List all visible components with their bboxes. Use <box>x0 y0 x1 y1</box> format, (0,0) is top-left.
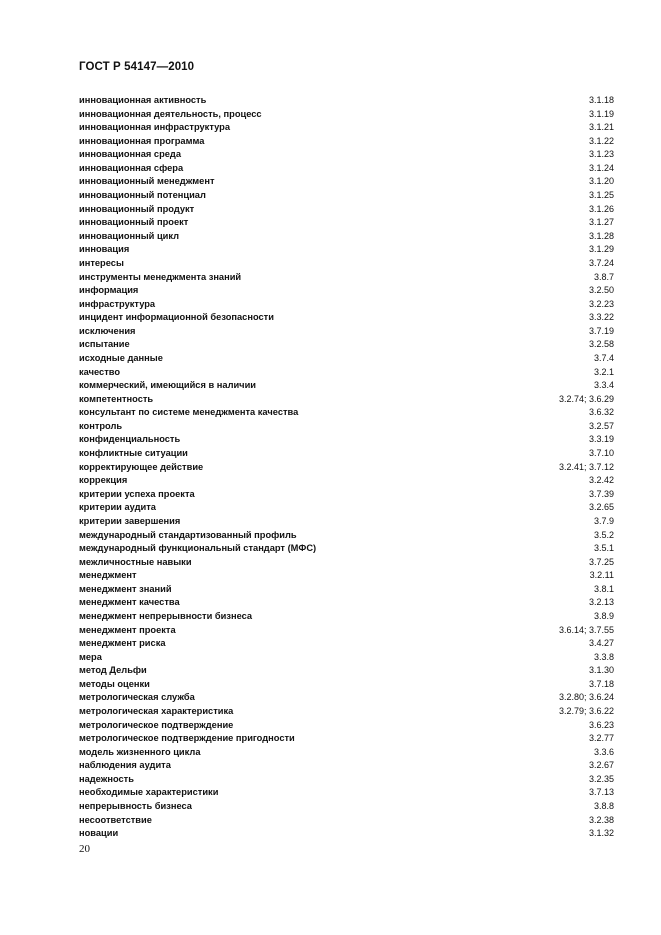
index-term: интересы <box>79 257 124 268</box>
index-term: испытание <box>79 339 130 350</box>
index-term: инновационный продукт <box>79 203 195 214</box>
index-term: международный стандартизованный профиль <box>79 529 297 540</box>
index-entry <box>79 664 614 678</box>
index-term: инновационный цикл <box>79 230 180 241</box>
index-reference: 3.3.6 <box>593 746 614 757</box>
index-term: критерии завершения <box>79 515 181 526</box>
index-term: инфраструктура <box>79 298 156 309</box>
index-reference: 3.8.7 <box>593 271 614 282</box>
index-term: наблюдения аудита <box>79 760 171 771</box>
index-reference: 3.2.41; 3.7.12 <box>558 461 614 472</box>
index-reference: 3.1.30 <box>588 665 614 676</box>
index-term: консультант по системе менеджмента качества <box>79 407 299 418</box>
document-header: ГОСТ Р 54147—2010 <box>79 61 195 73</box>
index-term: информация <box>79 285 139 296</box>
index-entry <box>79 610 614 624</box>
index-entry <box>79 624 614 638</box>
index-term: межличностные навыки <box>79 556 192 567</box>
index-entry <box>79 203 614 217</box>
index-reference: 3.1.29 <box>588 244 614 255</box>
index-entry <box>79 148 614 162</box>
index-reference: 3.2.74; 3.6.29 <box>558 393 614 404</box>
index-entry <box>79 488 614 502</box>
index-term: конфиденциальность <box>79 434 181 445</box>
index-entry <box>79 800 614 814</box>
index-term: конфликтные ситуации <box>79 448 188 459</box>
index-term: инновационный потенциал <box>79 190 206 201</box>
index-reference: 3.2.57 <box>588 420 614 431</box>
index-reference: 3.1.24 <box>588 162 614 173</box>
index-entry <box>79 284 614 298</box>
index-term: модель жизненного цикла <box>79 746 201 757</box>
index-term: коррекция <box>79 475 128 486</box>
index-term: исходные данные <box>79 352 163 363</box>
index-term: инновационная инфраструктура <box>79 122 231 133</box>
index-entry <box>79 257 614 271</box>
index-entry <box>79 162 614 176</box>
index-entry <box>79 719 614 733</box>
index-term: критерии аудита <box>79 502 156 513</box>
index-reference: 3.2.1 <box>593 366 614 377</box>
index-entry <box>79 786 614 800</box>
index-term: инновационная сфера <box>79 162 184 173</box>
index-entry <box>79 596 614 610</box>
index-term: необходимые характеристики <box>79 787 219 798</box>
index-entry <box>79 569 614 583</box>
index-reference: 3.3.4 <box>593 380 614 391</box>
index-term: компетентность <box>79 393 154 404</box>
index-entry <box>79 583 614 597</box>
index-entry <box>79 678 614 692</box>
index-reference: 3.3.19 <box>588 434 614 445</box>
index-reference: 3.1.21 <box>588 122 614 133</box>
index-reference: 3.2.35 <box>588 773 614 784</box>
index-reference: 3.2.11 <box>589 570 614 581</box>
index-term: метрологическая служба <box>79 692 195 703</box>
index-reference: 3.2.77 <box>588 733 614 744</box>
index-reference: 3.2.38 <box>588 814 614 825</box>
index-entry <box>79 366 614 380</box>
index-reference: 3.3.22 <box>588 312 614 323</box>
index-reference: 3.2.58 <box>588 339 614 350</box>
index-entry <box>79 121 614 135</box>
index-entry <box>79 135 614 149</box>
index-entry <box>79 814 614 828</box>
index-term: инструменты менеджмента знаний <box>79 271 242 282</box>
index-entry <box>79 189 614 203</box>
index-term: исключения <box>79 325 136 336</box>
index-term: новации <box>79 828 119 839</box>
index-term: критерии успеха проекта <box>79 488 195 499</box>
index-reference: 3.4.27 <box>588 638 614 649</box>
index-entry <box>79 393 614 407</box>
index-entry <box>79 406 614 420</box>
index-reference: 3.7.39 <box>588 488 614 499</box>
index-reference: 3.2.23 <box>588 298 614 309</box>
index-term: несоответствие <box>79 814 152 825</box>
index-term: менеджмент непрерывности бизнеса <box>79 610 253 621</box>
index-entry <box>79 501 614 515</box>
index-reference: 3.2.42 <box>588 475 614 486</box>
index-entry <box>79 311 614 325</box>
index-term: метод Дельфи <box>79 665 147 676</box>
index-term: международный функциональный стандарт (МФС) <box>79 543 317 554</box>
index-reference: 3.5.1 <box>593 543 614 554</box>
index-reference: 3.6.23 <box>588 719 614 730</box>
index-reference: 3.2.13 <box>588 597 614 608</box>
index-entry <box>79 732 614 746</box>
index-reference: 3.1.19 <box>588 108 614 119</box>
index-entry <box>79 433 614 447</box>
index-entry <box>79 827 614 841</box>
index-entry <box>79 515 614 529</box>
term-index-list <box>79 94 614 841</box>
index-reference: 3.7.24 <box>588 257 614 268</box>
index-reference: 3.2.65 <box>588 502 614 513</box>
index-reference: 3.3.8 <box>593 651 614 662</box>
index-term: менеджмент риска <box>79 638 166 649</box>
index-term: метрологическое подтверждение пригодности <box>79 733 295 744</box>
index-entry <box>79 529 614 543</box>
index-term: инновационный менеджмент <box>79 176 215 187</box>
index-reference: 3.6.32 <box>588 407 614 418</box>
index-term: метрологическая характеристика <box>79 706 234 717</box>
index-entry <box>79 108 614 122</box>
index-entry <box>79 175 614 189</box>
index-reference: 3.1.25 <box>588 190 614 201</box>
index-entry <box>79 556 614 570</box>
index-term: инновационная программа <box>79 135 205 146</box>
index-term: корректирующее действие <box>79 461 204 472</box>
index-entry <box>79 447 614 461</box>
index-reference: 3.2.79; 3.6.22 <box>558 706 614 717</box>
index-term: мера <box>79 651 102 662</box>
index-reference: 3.7.9 <box>593 515 614 526</box>
index-term: качество <box>79 366 121 377</box>
index-term: менеджмент проекта <box>79 624 176 635</box>
index-entry <box>79 746 614 760</box>
index-term: инновационная среда <box>79 149 181 160</box>
index-reference: 3.8.8 <box>593 801 614 812</box>
index-entry <box>79 651 614 665</box>
index-term: надежность <box>79 773 134 784</box>
index-entry <box>79 420 614 434</box>
index-term: инновационная деятельность, процесс <box>79 108 262 119</box>
index-term: контроль <box>79 420 123 431</box>
index-entry <box>79 243 614 257</box>
index-reference: 3.2.80; 3.6.24 <box>558 692 614 703</box>
index-reference: 3.1.22 <box>588 135 614 146</box>
index-entry <box>79 379 614 393</box>
index-reference: 3.6.14; 3.7.55 <box>558 624 614 635</box>
page-number: 20 <box>79 843 90 855</box>
index-term: метрологическое подтверждение <box>79 719 234 730</box>
index-reference: 3.7.10 <box>588 448 614 459</box>
index-term: инновационная активность <box>79 95 207 105</box>
index-entry <box>79 325 614 339</box>
index-entry <box>79 773 614 787</box>
index-reference: 3.5.2 <box>593 529 614 540</box>
index-entry <box>79 461 614 475</box>
index-term: коммерческий, имеющийся в наличии <box>79 380 257 391</box>
index-entry <box>79 705 614 719</box>
index-reference: 3.8.9 <box>593 610 614 621</box>
index-entry <box>79 637 614 651</box>
index-entry <box>79 691 614 705</box>
index-reference: 3.1.18 <box>588 95 614 105</box>
index-entry <box>79 230 614 244</box>
index-term: методы оценки <box>79 678 150 689</box>
index-entry <box>79 271 614 285</box>
index-entry <box>79 216 614 230</box>
index-reference: 3.1.26 <box>588 203 614 214</box>
index-entry <box>79 474 614 488</box>
index-entry <box>79 352 614 366</box>
index-term: непрерывность бизнеса <box>79 801 192 812</box>
index-reference: 3.1.27 <box>588 217 614 228</box>
index-term: инновация <box>79 244 130 255</box>
index-entry <box>79 759 614 773</box>
index-entry <box>79 338 614 352</box>
index-term: инцидент информационной безопасности <box>79 312 274 323</box>
index-reference: 3.7.4 <box>593 352 614 363</box>
index-reference: 3.2.50 <box>588 285 614 296</box>
index-reference: 3.1.32 <box>588 828 614 839</box>
index-reference: 3.8.1 <box>593 583 614 594</box>
index-reference: 3.2.67 <box>588 760 614 771</box>
index-entry <box>79 298 614 312</box>
index-reference: 3.7.25 <box>588 556 614 567</box>
index-reference: 3.1.23 <box>588 149 614 160</box>
index-term: менеджмент знаний <box>79 583 172 594</box>
index-entry <box>79 542 614 556</box>
index-term: инновационный проект <box>79 217 189 228</box>
index-entry <box>79 94 614 108</box>
index-reference: 3.7.18 <box>588 678 614 689</box>
index-term: менеджмент качества <box>79 597 180 608</box>
index-reference: 3.7.13 <box>588 787 614 798</box>
index-reference: 3.7.19 <box>588 325 614 336</box>
index-term: менеджмент <box>79 570 137 581</box>
index-reference: 3.1.20 <box>588 176 614 187</box>
index-reference: 3.1.28 <box>588 230 614 241</box>
